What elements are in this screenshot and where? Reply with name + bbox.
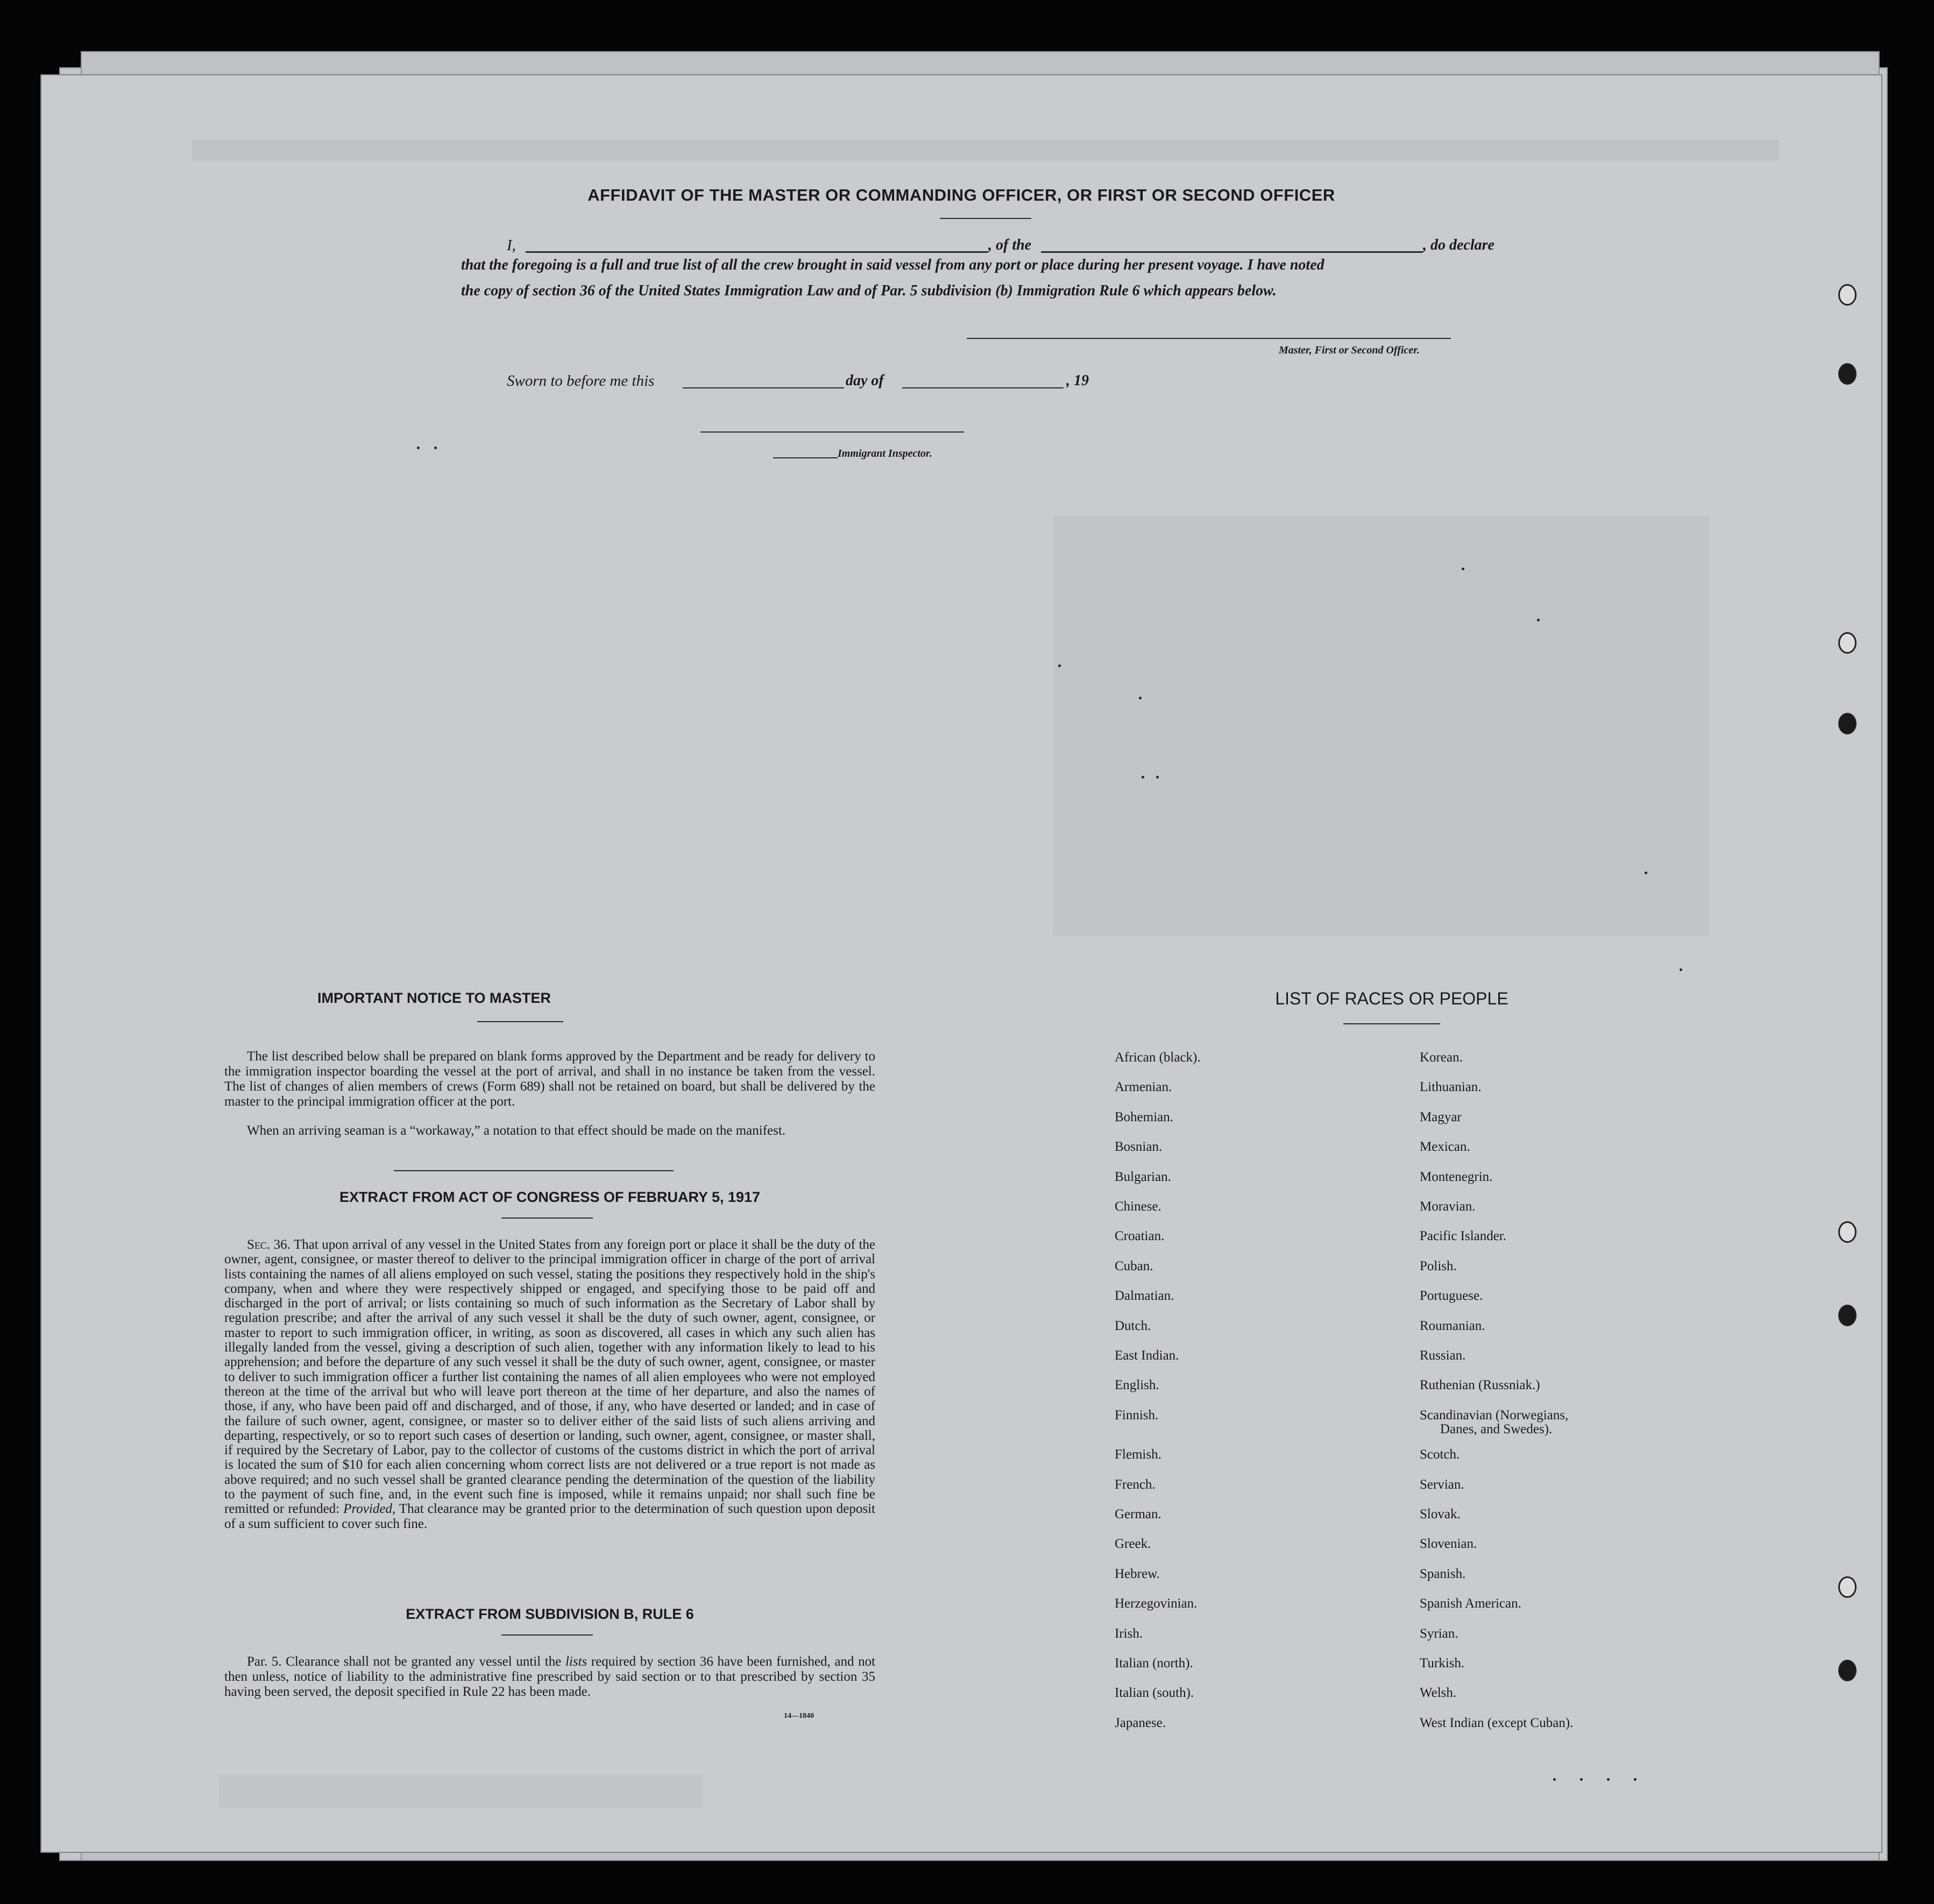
proviso-word: Provided, [343, 1502, 396, 1517]
race-item: Herzegovinian. [1115, 1596, 1198, 1611]
speck [1553, 1778, 1556, 1781]
race-item: Flemish. [1115, 1447, 1161, 1462]
bleed-through-footer [219, 1775, 703, 1808]
race-item: Montenegrin. [1420, 1169, 1493, 1184]
manifest-page [40, 74, 1882, 1853]
bleed-through-header [192, 140, 1779, 160]
rule-paragraph [224, 1654, 875, 1700]
race-item: Italian (north). [1115, 1656, 1193, 1671]
speck [1058, 664, 1061, 667]
speck [417, 447, 420, 449]
binder-hole [1838, 1660, 1857, 1681]
race-item: Magyar [1420, 1109, 1462, 1124]
race-item: Greek. [1115, 1537, 1151, 1552]
binder-hole [1838, 713, 1857, 734]
sworn-day-of: day of [846, 372, 884, 389]
notice-end-rule [394, 1170, 674, 1171]
act-extract-divider [501, 1218, 593, 1219]
race-item: Roumanian. [1420, 1318, 1485, 1333]
race-item: Spanish. [1420, 1566, 1466, 1581]
sec-label: Sec. 36. [247, 1237, 291, 1252]
proviso-text: That clearance may be granted prior to the determination of such question upon deposit of a sum sufficient to cover such fine. [224, 1502, 875, 1531]
race-item: Pacific Islander. [1420, 1229, 1507, 1244]
affidavit-line2: that the foregoing is a full and true list of all the crew brought in said vessel from any port or place during her present voyage. I have noted [461, 257, 1324, 273]
race-item: Mexican. [1420, 1139, 1470, 1155]
race-item: Armenian. [1115, 1080, 1172, 1095]
race-item: Servian. [1420, 1477, 1464, 1492]
race-item: Bohemian. [1115, 1109, 1174, 1124]
binder-hole [1838, 632, 1857, 654]
binder-hole [1838, 1576, 1857, 1598]
binder-hole [1838, 1305, 1857, 1326]
act-extract-title: EXTRACT FROM ACT OF CONGRESS OF FEBRUARY 5, 1917 [339, 1189, 761, 1205]
affidavit-line3: the copy of section 36 of the United States Immigration Law and of Par. 5 subdivision (b) Immigration Rule 6 which appears below. [461, 282, 1277, 299]
rule-text-a: Par. 5. Clearance shall not be granted any vessel until the [247, 1654, 562, 1669]
notice-paragraph-1: The list described below shall be prepared on blank forms approved by the Department and be ready for delivery to the immigration inspector boarding the vessel at the port of arrival, and shall in no instance be taken from the vessel. The list of changes of alien members of crews (Form 689) shall not be retained on board, but shall be delivered by the master to the principal immigration officer at the port. [224, 1049, 875, 1109]
race-item: Bulgarian. [1115, 1169, 1171, 1184]
race-item-continuation: Danes, and Swedes). [1440, 1421, 1553, 1436]
race-item: French. [1115, 1477, 1156, 1492]
speck [1634, 1778, 1637, 1781]
inspector-signature-line [700, 431, 964, 433]
speck [1645, 872, 1647, 874]
race-item: Portuguese. [1420, 1289, 1483, 1304]
speck [434, 447, 437, 449]
notice-divider [477, 1021, 563, 1022]
master-signature-caption: Master, First or Second Officer. [1279, 344, 1420, 356]
race-item: Bosnian. [1115, 1139, 1163, 1155]
race-item: Croatian. [1115, 1229, 1165, 1244]
rule-text-b: required by section 36 have been furnished, and not then unless, notice of liability to the administrative fine prescribed by said section or to that prescribed by section 35 having been served, the deposit specified in Rule 22 has been made. [224, 1654, 876, 1699]
notice-paragraph-2: When an arriving seaman is a “workaway,” a notation to that effect should be made on the manifest. [247, 1123, 786, 1138]
affidavit-i: I, [507, 237, 516, 254]
race-item: Chinese. [1115, 1199, 1161, 1214]
race-item: German. [1115, 1507, 1161, 1521]
race-item: Scotch. [1420, 1447, 1460, 1462]
sworn-year: , 19 [1066, 372, 1089, 389]
rule-extract-divider [501, 1634, 593, 1636]
sec-36-text: That upon arrival of any vessel in the United States from any foreign port or place it shall be the duty of the owner, agent, consignee, or master thereof to deliver to the principal immigration officer in charge of the port of arrival lists containing the names of all aliens employed on such vessel, stating the positions they respectively hold in the ship's company, when and where they were respectively shipped or engaged, and specifying those to be paid off and discharged in the port of arrival; or lists containing so much of such information as the Secretary of Labor shall by regulation prescribe; and after the arrival of any such vessel it shall be the duty of such owner, agent, consignee, or master to report to such immigration officer, in writing, as soon as discovered, all cases in which any such alien has illegally landed from the vessel, giving a description of such alien, together with any information likely to lead to his apprehension; and before the departure of any such vessel it shall be the duty of such owner, agent, consignee, or master to deliver to such immigration officer a further list containing the names of all alien employees who were not employed thereon at the time of the arrival but who will leave port thereon at the time of her departure, and also the names of those, if any, who have been paid off and discharged, and of those, if any, who have deserted or landed; and in case of the failure of such owner, agent, consignee, or master so to deliver either of the said lists of such aliens arriving and departing, respectively, or so to report such cases of desertion or landing, such owner, agent, consignee, or master shall, if required by the Secretary of Labor, pay to the collector of customs of the customs district in which the port of arrival is located the sum of $10 for each alien concerning whom correct lists are not delivered or a true report is not made as above required; and no such vessel shall be granted clearance pending the determination of the question of the liability to the payment of such fine, and, in the event such fine is imposed, while it remains unpaid; nor shall such fine be remitted or refunded: [224, 1237, 875, 1517]
affidavit-declare: , do declare [1423, 237, 1494, 253]
vessel-blank [1041, 251, 1423, 253]
affidavit-of-the: , of the [988, 237, 1032, 253]
sworn-day-blank [683, 387, 844, 388]
form-number: 14—1840 [784, 1712, 814, 1720]
race-item: Irish. [1115, 1626, 1143, 1641]
affidavit-title: AFFIDAVIT OF THE MASTER OR COMMANDING OFFICER, OR FIRST OR SECOND OFFICER [587, 186, 1335, 204]
speck [1680, 968, 1682, 971]
rule-extract-title: EXTRACT FROM SUBDIVISION B, RULE 6 [406, 1606, 694, 1622]
sworn-prefix: Sworn to before me this [507, 372, 655, 390]
race-item: Slovenian. [1420, 1537, 1477, 1552]
race-item: Spanish American. [1420, 1596, 1521, 1611]
binder-hole [1838, 284, 1857, 306]
race-item: Turkish. [1420, 1656, 1465, 1671]
race-item: Italian (south). [1115, 1686, 1194, 1701]
race-item: West Indian (except Cuban). [1420, 1715, 1574, 1730]
race-item: Welsh. [1420, 1686, 1457, 1701]
speck [1142, 776, 1144, 778]
speck [1139, 697, 1142, 699]
race-item: Russian. [1420, 1348, 1466, 1363]
race-item: Dutch. [1115, 1318, 1151, 1333]
bleed-through-table [1053, 516, 1709, 936]
race-item: Japanese. [1115, 1715, 1166, 1730]
lists-word: lists [565, 1654, 587, 1669]
name-blank [526, 251, 988, 253]
race-item: African (black). [1115, 1050, 1201, 1065]
race-item: Hebrew. [1115, 1566, 1160, 1581]
race-item: Slovak. [1420, 1507, 1461, 1521]
race-item: Lithuanian. [1420, 1080, 1482, 1095]
race-item: Korean. [1420, 1050, 1463, 1065]
race-item: Dalmatian. [1115, 1289, 1174, 1304]
race-item: Polish. [1420, 1258, 1457, 1273]
act-section-36 [224, 1237, 875, 1531]
races-divider [1343, 1023, 1440, 1024]
speck [1607, 1778, 1610, 1781]
title-divider [940, 218, 1031, 219]
binder-hole [1838, 363, 1857, 385]
race-item: Finnish. [1115, 1407, 1159, 1422]
race-item: Scandinavian (Norwegians, [1420, 1407, 1569, 1422]
notice-title: IMPORTANT NOTICE TO MASTER [317, 990, 551, 1006]
master-signature-line [967, 338, 1451, 339]
races-title: LIST OF RACES OR PEOPLE [1275, 989, 1508, 1008]
race-item: Cuban. [1115, 1258, 1153, 1273]
speck [1156, 776, 1159, 778]
race-item: English. [1115, 1378, 1159, 1393]
race-item: Moravian. [1420, 1199, 1476, 1214]
speck [1462, 568, 1464, 570]
inspector-caption: Immigrant Inspector. [838, 448, 932, 459]
race-item: Ruthenian (Russniak.) [1420, 1378, 1540, 1393]
sworn-month-blank [902, 387, 1064, 388]
speck [1580, 1778, 1583, 1781]
race-item: East Indian. [1115, 1348, 1179, 1363]
inspector-caption-rule [773, 457, 838, 458]
race-item: Syrian. [1420, 1626, 1458, 1641]
speck [1537, 619, 1540, 621]
binder-hole [1838, 1221, 1857, 1243]
